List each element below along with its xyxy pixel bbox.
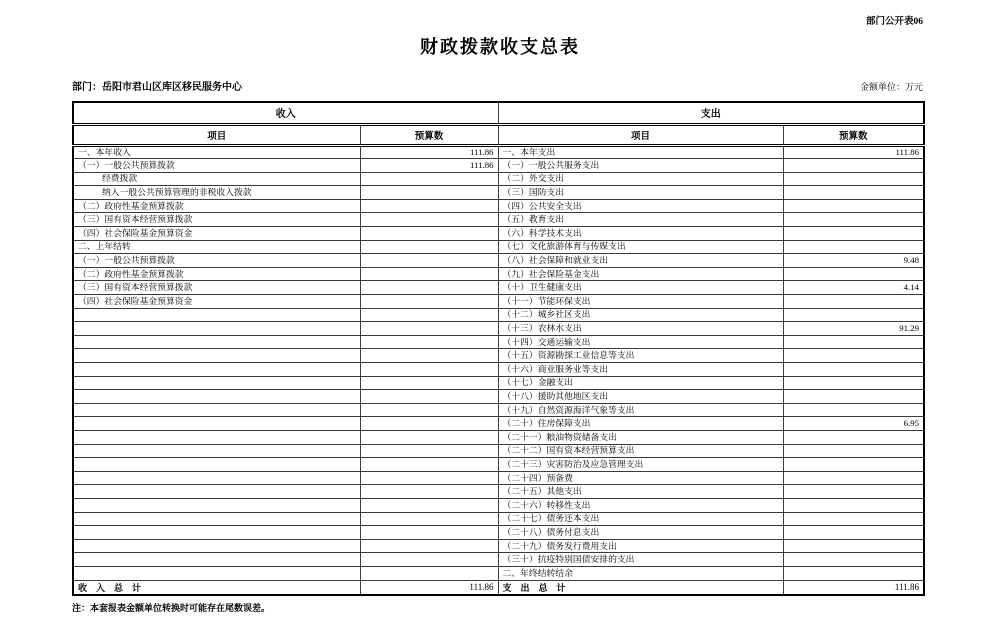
income-item-header: 项目 [73,124,360,145]
income-value-cell [360,498,498,512]
income-item-cell [73,335,360,349]
expense-item-cell: （二十五）其他支出 [498,485,783,499]
table-row [73,430,924,444]
income-value-cell [360,512,498,526]
amount-unit-label: 金额单位：万元 [859,82,923,92]
table-row [73,539,924,553]
expense-item-cell: （二十四）预备费 [498,471,783,485]
expense-value-cell: 6.95 [783,417,924,431]
income-item-cell [73,498,360,512]
income-value-cell [360,471,498,485]
income-item-cell [73,376,360,390]
expense-item-cell: （二）外交支出 [498,172,783,186]
income-item-cell [73,471,360,485]
income-item-cell [73,390,360,404]
table-body [73,145,924,580]
table-row [73,363,924,377]
expense-value-cell: 9.48 [783,254,924,268]
expense-value-cell [783,349,924,363]
expense-item-cell: （十九）自然资源海洋气象等支出 [498,403,783,417]
income-item-cell: （三）国有资本经营预算拨款 [73,281,360,295]
table-row [73,390,924,404]
expense-item-cell: （六）科学技术支出 [498,227,783,241]
income-item-cell [73,512,360,526]
expense-item-cell: （二十六）转移性支出 [498,498,783,512]
income-item-cell: （三）国有资本经营预算拨款 [73,213,360,227]
income-value-cell: 111.86 [360,159,498,173]
expense-item-cell: （二十）住房保障支出 [498,417,783,431]
table-row [73,254,924,268]
expense-item-cell: 二、年终结转结余 [498,566,783,580]
expense-item-cell: （八）社会保障和就业支出 [498,254,783,268]
income-value-cell [360,199,498,213]
expense-item-header: 项目 [498,124,783,145]
table-row [73,471,924,485]
expense-item-cell: （九）社会保险基金支出 [498,267,783,281]
expense-item-cell: 一、本年支出 [498,145,783,159]
expense-value-cell [783,485,924,499]
income-item-cell [73,430,360,444]
expense-total-label: 支 出 总 计 [498,580,783,595]
expense-item-cell: （十）卫生健康支出 [498,281,783,295]
income-item-cell: 二、上年结转 [73,240,360,254]
income-value-cell [360,240,498,254]
table-row [73,308,924,322]
expense-item-cell: （三十）抗疫特别国债安排的支出 [498,553,783,567]
expense-value-cell [783,376,924,390]
table-row [73,444,924,458]
expense-value-cell [783,172,924,186]
income-item-cell [73,485,360,499]
income-item-cell: 经费拨款 [73,172,360,186]
expense-value-cell [783,458,924,472]
income-value-cell [360,526,498,540]
table-row [73,199,924,213]
income-value-cell [360,322,498,336]
table-row [73,458,924,472]
expense-item-cell: （二十八）债务付息支出 [498,526,783,540]
income-item-cell [73,566,360,580]
expense-value-cell [783,295,924,309]
income-item-cell: （四）社会保险基金预算资金 [73,295,360,309]
expense-item-cell: （十五）资源勘探工业信息等支出 [498,349,783,363]
income-item-cell: （二）政府性基金预算拨款 [73,267,360,281]
expense-item-cell: （十三）农林水支出 [498,322,783,336]
income-item-cell [73,417,360,431]
expense-item-cell: （五）教育支出 [498,213,783,227]
expense-item-cell: （四）公共安全支出 [498,199,783,213]
page-title: 财政拨款收支总表 [420,37,580,57]
table-row [73,186,924,200]
expense-value-cell [783,498,924,512]
income-item-cell [73,363,360,377]
expense-value-cell [783,526,924,540]
budget-table [72,101,925,596]
department-label: 部门：岳阳市君山区库区移民服务中心 [72,82,242,93]
income-item-cell [73,458,360,472]
expense-item-cell: （十八）援助其他地区支出 [498,390,783,404]
income-value-cell [360,485,498,499]
expense-section-header: 支出 [498,102,924,124]
table-row [73,512,924,526]
expense-value-cell [783,186,924,200]
income-value-cell: 111.86 [360,145,498,159]
table-row [73,159,924,173]
expense-item-cell: （十二）城乡社区支出 [498,308,783,322]
income-total-value: 111.86 [360,580,498,595]
expense-value-cell [783,566,924,580]
expense-item-cell: （二十二）国有资本经营预算支出 [498,444,783,458]
income-value-cell [360,172,498,186]
income-value-cell [360,186,498,200]
income-item-cell [73,322,360,336]
expense-value-cell [783,267,924,281]
expense-item-cell: （三）国防支出 [498,186,783,200]
table-row [73,417,924,431]
expense-value-cell [783,199,924,213]
income-item-cell: 纳入一般公共预算管理的非税收入拨款 [73,186,360,200]
income-value-cell [360,390,498,404]
income-value-cell [360,227,498,241]
expense-item-cell: （十四）交通运输支出 [498,335,783,349]
expense-budget-header: 预算数 [783,124,924,145]
income-value-cell [360,308,498,322]
income-budget-header: 预算数 [360,124,498,145]
table-row [73,145,924,159]
expense-value-cell [783,471,924,485]
expense-value-cell [783,444,924,458]
expense-value-cell [783,335,924,349]
income-value-cell [360,363,498,377]
income-value-cell [360,295,498,309]
section-header-row [73,102,924,124]
income-value-cell [360,254,498,268]
expense-item-cell: （二十七）债务还本支出 [498,512,783,526]
table-row [73,281,924,295]
expense-value-cell [783,227,924,241]
income-total-label: 收 入 总 计 [73,580,360,595]
expense-value-cell [783,539,924,553]
income-item-cell [73,403,360,417]
meta-row [72,78,923,93]
column-header-row [73,124,924,145]
income-value-cell [360,403,498,417]
expense-value-cell: 91.29 [783,322,924,336]
income-item-cell [73,526,360,540]
expense-value-cell: 4.14 [783,281,924,295]
table-row [73,267,924,281]
income-item-cell: （一）一般公共预算拨款 [73,254,360,268]
table-row [73,349,924,363]
table-row [73,322,924,336]
income-item-cell: 一、本年收入 [73,145,360,159]
expense-value-cell [783,390,924,404]
total-row [73,580,924,595]
table-row [73,526,924,540]
income-value-cell [360,539,498,553]
table-row [73,566,924,580]
table-row [73,403,924,417]
expense-value-cell [783,159,924,173]
income-value-cell [360,553,498,567]
income-item-cell [73,553,360,567]
table-row [73,485,924,499]
expense-item-cell: （十一）节能环保支出 [498,295,783,309]
expense-total-value: 111.86 [783,580,924,595]
income-item-cell [73,444,360,458]
income-value-cell [360,267,498,281]
income-value-cell [360,430,498,444]
expense-value-cell: 111.86 [783,145,924,159]
table-row [73,240,924,254]
table-row [73,376,924,390]
expense-value-cell [783,308,924,322]
table-row [73,335,924,349]
expense-item-cell: （二十一）粮油物资储备支出 [498,430,783,444]
expense-item-cell: （二十九）债务发行费用支出 [498,539,783,553]
income-value-cell [360,281,498,295]
expense-value-cell [783,403,924,417]
income-value-cell [360,376,498,390]
income-value-cell [360,335,498,349]
expense-item-cell: （七）文化旅游体育与传媒支出 [498,240,783,254]
expense-value-cell [783,363,924,377]
expense-value-cell [783,430,924,444]
table-row [73,227,924,241]
income-item-cell: （四）社会保险基金预算资金 [73,227,360,241]
table-row [73,213,924,227]
income-value-cell [360,213,498,227]
table-row [73,498,924,512]
doc-code-label: 部门公开表06 [865,17,923,27]
expense-item-cell: （十六）商业服务业等支出 [498,363,783,377]
expense-value-cell [783,553,924,567]
footnote: 注：本套报表金额单位转换时可能存在尾数误差。 [72,602,271,613]
income-value-cell [360,417,498,431]
table-row [73,172,924,186]
table-row [73,295,924,309]
income-item-cell: （一）一般公共预算拨款 [73,159,360,173]
income-value-cell [360,349,498,363]
expense-item-cell: （十七）金融支出 [498,376,783,390]
income-value-cell [360,566,498,580]
expense-item-cell: （一）一般公共服务支出 [498,159,783,173]
expense-value-cell [783,240,924,254]
expense-value-cell [783,213,924,227]
expense-value-cell [783,512,924,526]
income-value-cell [360,458,498,472]
expense-item-cell: （二十三）灾害防治及应急管理支出 [498,458,783,472]
income-section-header: 收入 [73,102,498,124]
income-item-cell [73,308,360,322]
income-item-cell [73,539,360,553]
table-row [73,553,924,567]
income-value-cell [360,444,498,458]
income-item-cell [73,349,360,363]
income-item-cell: （二）政府性基金预算拨款 [73,199,360,213]
